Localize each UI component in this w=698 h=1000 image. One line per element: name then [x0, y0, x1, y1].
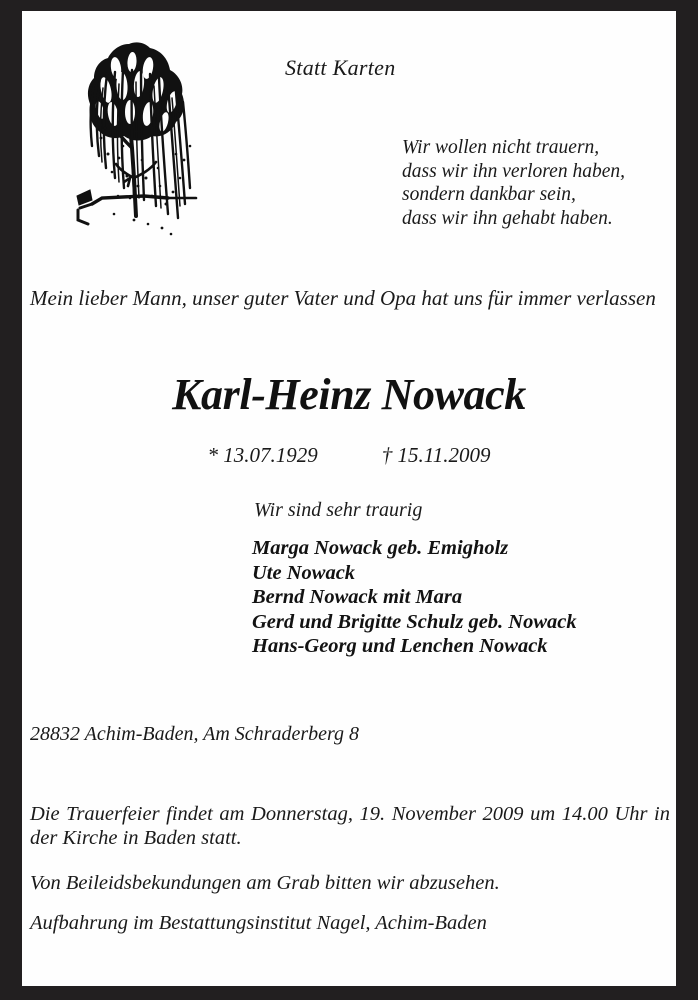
list-item: Bernd Nowack mit Mara: [252, 586, 463, 608]
verse-line: dass wir ihn verloren haben,: [402, 160, 625, 182]
laying-out-note: Aufbahrung im Bestattungsinstitut Nagel, Achim-Baden: [30, 912, 487, 934]
funeral-service-info: Die Trauerfeier findet am Donnerstag, 19. November 2009 um 14.00 Uhr in der Kirche in Baden statt.: [30, 803, 670, 849]
list-item: Ute Nowack: [252, 561, 356, 584]
address-line: 28832 Achim-Baden, Am Schraderberg 8: [30, 723, 360, 745]
notice-sheet: [22, 11, 676, 986]
list-item: Gerd und Brigitte Schulz geb. Nowack: [252, 610, 577, 633]
condolences-note: Von Beileidsbekundungen am Grab bitten wir abzusehen.: [30, 872, 500, 894]
deceased-name: Karl-Heinz Nowack: [172, 370, 526, 419]
list-item: Marga Nowack geb. Emigholz: [252, 537, 509, 559]
intro-paragraph: Mein lieber Mann, unser guter Vater und Opa hat uns für immer verlassen: [30, 286, 656, 310]
memorial-verse: [402, 136, 625, 230]
verse-line: dass wir ihn gehabt haben.: [402, 207, 613, 229]
mourners-heading: Wir sind sehr traurig: [254, 499, 423, 521]
weeping-willow-icon: [72, 28, 207, 243]
birth-date: * 13.07.1929: [207, 443, 318, 467]
verse-line: Wir wollen nicht trauern,: [402, 137, 600, 158]
death-date: † 15.11.2009: [381, 443, 491, 467]
statt-karten-label: Statt Karten: [285, 55, 396, 80]
verse-line: sondern dankbar sein,: [402, 184, 576, 205]
mourners-list: [252, 536, 577, 659]
life-dates: [22, 443, 676, 468]
list-item: Hans-Georg und Lenchen Nowack: [252, 635, 548, 657]
notice-header: [22, 11, 676, 258]
